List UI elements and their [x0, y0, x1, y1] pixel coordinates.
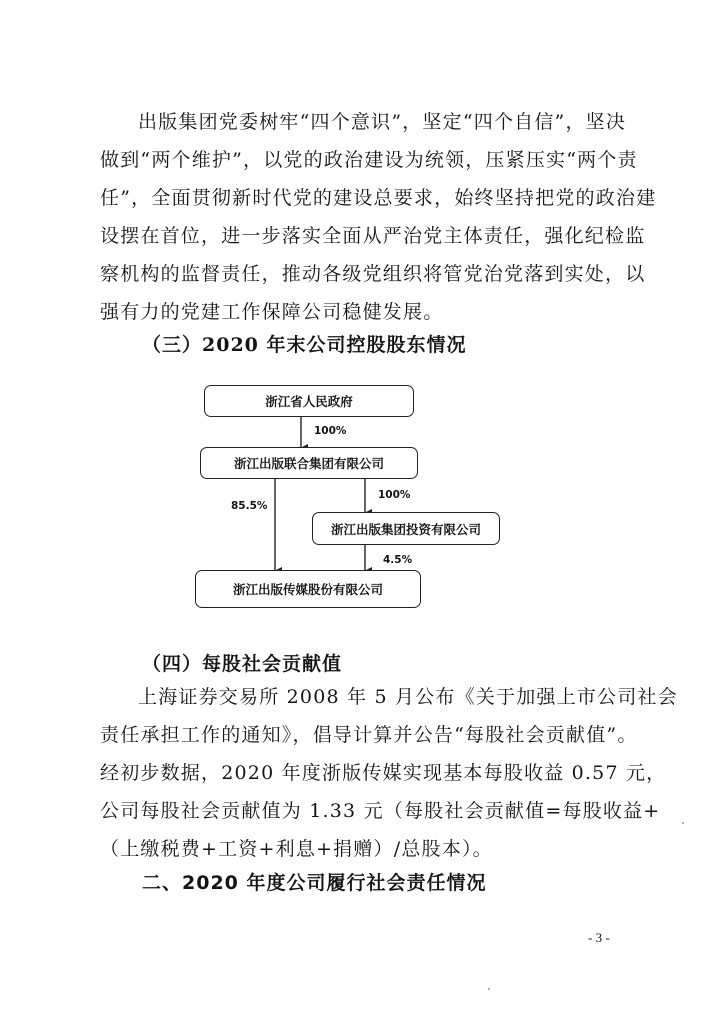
section-heading-social-contribution: （四）每股社会贡献值 [142, 653, 343, 675]
page-number: - 3 - [588, 930, 610, 945]
paragraph-social-contribution [100, 678, 678, 868]
section-heading-csr: 二、2020 年度公司履行社会责任情况 [142, 872, 487, 894]
pct-gov-group: 100% [314, 425, 347, 437]
text-line: 经初步数据，2020 年度浙版传媒实现基本每股收益 0.57 元， [100, 762, 667, 784]
node-publishing-group: 浙江出版联合集团有限公司 [200, 447, 418, 479]
node-provincial-government: 浙江省人民政府 [204, 385, 414, 417]
pct-group-invest: 100% [378, 489, 411, 501]
scan-speck [682, 822, 684, 824]
text-line: 公司每股社会贡献值为 1.33 元（每股社会贡献值=每股收益+ [100, 800, 661, 822]
text-line: （上缴税费+工资+利息+捐赠）/总股本）。 [100, 838, 493, 860]
node-investment-company: 浙江出版集团投资有限公司 [312, 512, 500, 545]
text-line: 出版集团党委树牢“四个意识”，坚定“四个自信”，坚决 [138, 111, 627, 133]
pct-invest-media: 4.5% [383, 554, 413, 566]
text-line: 察机构的监督责任，推动各级党组织将管党治党落到实处，以 [100, 263, 646, 285]
text-line: 上海证券交易所 2008 年 5 月公布《关于加强上市公司社会 [138, 686, 678, 708]
text-line: 强有力的党建工作保障公司稳健发展。 [100, 301, 444, 323]
section-heading-controlling-shareholder: （三）2020 年末公司控股股东情况 [142, 334, 467, 356]
text-line: 责任承担工作的通知》，倡导计算并公告“每股社会贡献值”。 [100, 724, 638, 746]
text-line: 任”，全面贯彻新时代党的建设总要求，始终坚持把党的政治建 [100, 187, 657, 209]
node-media-company: 浙江出版传媒股份有限公司 [195, 570, 421, 608]
scan-speck [488, 988, 490, 990]
text-line: 设摆在首位，进一步落实全面从严治党主体责任，强化纪检监 [100, 225, 646, 247]
pct-group-media: 85.5% [231, 500, 268, 512]
text-line: 做到“两个维护”，以党的政治建设为统领，压紧压实“两个责 [100, 149, 638, 171]
